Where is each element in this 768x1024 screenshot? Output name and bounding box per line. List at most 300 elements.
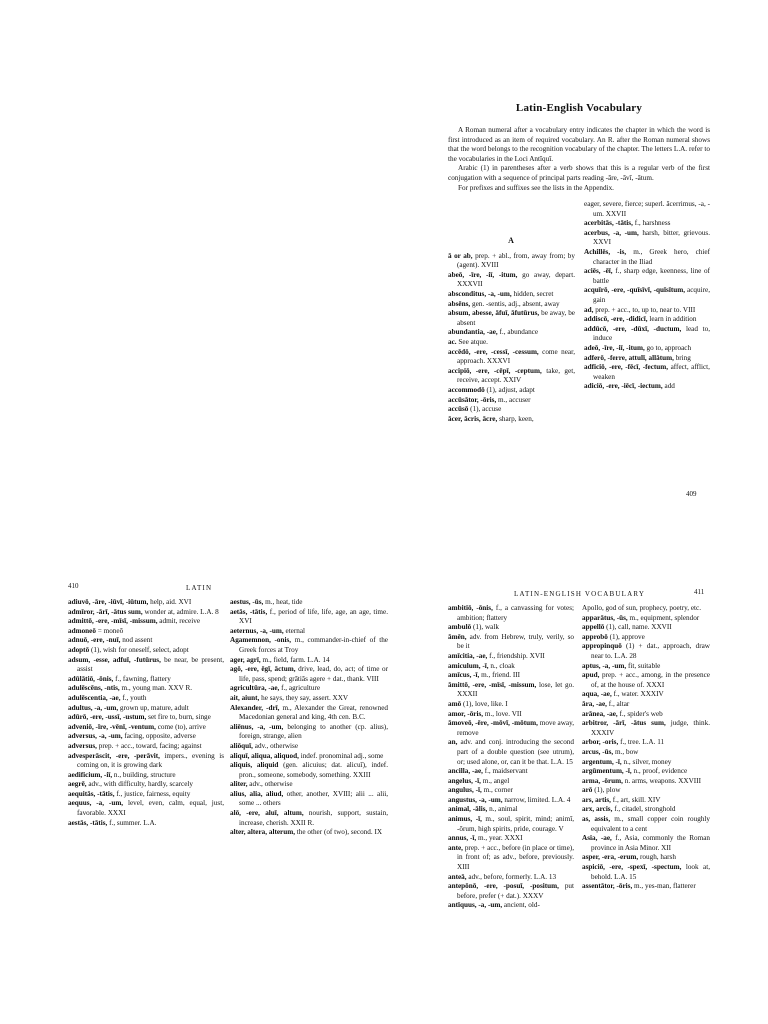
entries [68,598,224,828]
page-number: 411 [694,588,705,596]
headword: ambitiō, -ōnis, [448,604,493,612]
headword: absēns, [448,299,471,308]
vocab-entry [230,665,388,684]
vocab-entry [584,382,710,392]
headword: angustus, -a, -um, [448,795,503,804]
headword: aeternus, -a, -um, [230,626,284,635]
headword: animal, -ālis, [448,805,488,814]
definition: f., tree. L.A. 11 [618,738,665,747]
vocab-entry [582,748,710,758]
definition: adv., otherwise [247,780,293,789]
headword: adficiō, -ere, -fēcī, -fectum, [584,363,669,372]
headword: ait, aiunt, [230,693,260,702]
vocab-entry [230,828,388,838]
definition: eager, severe, fierce; superl. ācerrimus, -a, -um. XXVII [584,200,710,218]
definition: m., equipment, splendor [627,613,700,622]
entries [584,200,710,392]
definition: eternal [283,626,306,635]
headword: acerbitās, -tātis, [584,219,633,228]
headword: angulus, -ī, [448,786,482,795]
definition: narrow, limited. L.A. 4 [502,795,571,804]
vocab-entry [582,805,710,815]
headword: accipiō, -ere, -cēpī, -ceptum, [448,366,542,375]
definition: judge, think. XXXIV [591,719,710,737]
headword: amīcitia, -ae, [448,651,488,660]
vocab-entry [448,662,574,672]
vocab-entry [448,671,574,681]
definition: m., corner [481,786,513,795]
headword: argentum, -ī, [582,757,622,766]
vocab-entry [230,790,388,809]
definition: acquire, gain [593,286,710,304]
definition: m., angel [480,776,510,785]
vocab-entry [68,780,224,790]
definition: prep. + acc., toward, facing; against [96,741,202,750]
vocab-entry [230,694,388,704]
headword: adsum, -esse, adfuī, -futūrus, [68,655,161,664]
vocab-entry [582,777,710,787]
vocab-entry [448,738,574,767]
headword: admittō, -ere, -mīsī, -missum, [68,617,158,626]
vocab-entry [582,834,710,853]
vocab-entry [584,306,710,316]
page-number: 410 [68,582,79,590]
definition: m., commander-in-chief of the Greek forces at Troy [239,636,388,654]
definition: the other (of two), second. IX [295,828,383,837]
definition: (gen. alicuius; dat. alicuī), indef. pron., someone, somebody, something. XXIII [239,761,388,779]
vocab-entry [582,614,710,624]
entries [448,252,575,425]
definition: prep. + acc., before (in place or time), in front of; as adv., before, previously. XIII [457,843,574,872]
definition: f., justice, fairness, equity [114,789,191,798]
headword: addūcō, -ere, -dūxī, -ductum, [584,324,682,333]
headword: aptus, -a, -um, [582,661,627,670]
vocab-entry [68,713,224,723]
definition: n., silver, money [621,757,672,766]
headword: aliquis, aliquid [230,761,279,770]
headword: aciēs, -ēī, [584,267,613,276]
vocab-entry [582,690,710,700]
headword: absum, abesse, āfuī, āfutūrus, [448,309,540,318]
headword: antīquus, -a, -um, [448,901,503,910]
headword: aegrē, [68,780,87,789]
definition: learn in addition [647,315,697,324]
definition: help, aid. XVI [148,598,192,606]
running-head: LATIN [186,584,213,592]
definition: f., water. XXXIV [611,690,664,699]
definition: look at, behold. L.A. 15 [591,863,710,881]
headword: as, assis, [582,815,611,824]
vocab-entry [582,882,710,892]
vocab-entry [68,617,224,627]
definition: = moneō [95,626,124,635]
vocab-entry [230,598,388,608]
definition: adv. and conj. introducing the second part of a double question (see utrum), or; used alone, or, can it be that. L.A. 15 [457,738,574,766]
vocab-entry [584,219,710,229]
vocab-entry [448,777,574,787]
vocab-entry [448,348,575,367]
vocab-entry [448,328,575,338]
headword: aliquī, aliqua, aliquod, [230,751,299,760]
headword: argūmentum, -ī, [582,767,632,776]
definition: f., art, skill. XIV [610,795,661,804]
definition: f., summer. L.A. [107,818,157,827]
definition: m., heat, tide [263,598,303,606]
section-letter: A [508,236,515,245]
vocab-entry [68,723,224,733]
definition: prep. + acc., to, up to, near to. VIII [593,305,696,314]
headword: arbitror, -ārī, -ātus sum, [582,719,666,728]
definition: facing, opposite, adverse [122,732,196,741]
definition: be near, be present, assist [77,655,224,674]
definition: m., soul, spirit, mind; animī, -ōrum, high spirits, pride, courage. V [457,815,574,833]
definition: Apollo, god of sun, prophecy, poetry, etc. [582,604,702,612]
headword: ager, agrī, [230,655,261,664]
headword: amīcus, -ī, [448,671,480,680]
definition: move away, remove [457,719,574,737]
definition: come near, approach. XXXVI [457,347,575,366]
definition: f., citadel, stronghold [612,805,676,814]
vocab-entry [448,652,574,662]
headword: adveniō, -īre, -vēnī, -ventum, [68,722,156,731]
headword: aequitās, -tātis, [68,789,115,798]
vocab-entry [448,309,575,328]
entries [582,604,710,892]
headword: adūrō, -ere, -ussī, -ustum, [68,713,147,722]
headword: aspiciō, -ere, -spexī, -spectum, [582,863,682,872]
vocab-entry [582,796,710,806]
page-title: Latin-English Vocabulary [515,102,643,114]
definition: go away, depart. XXXVII [457,270,576,289]
vocab-entry [448,300,575,310]
vocab-entry [68,684,224,694]
headword: agō, -ere, ēgī, āctum, [230,665,296,674]
headword: admoneō [68,626,96,635]
headword: approbō [582,632,608,641]
headword: appropinquō [582,642,622,651]
headword: addiscō, -ere, -didicī, [584,315,648,324]
vocab-entry [68,819,224,829]
definition: nourish, support, sustain, increase, cherish. XXII R. [239,809,388,827]
definition: adv. from Hebrew, truly, verily, so be it [457,632,574,651]
vocab-entry [584,315,710,325]
definition: n., cloak [488,661,515,670]
headword: Agamemnon, -onis, [230,636,292,645]
headword: aqua, -ae, [582,690,612,699]
headword: arō [582,786,593,795]
definition: harsh, bitter, grievous. XXVI [593,228,711,247]
definition: m., friend. III [479,671,521,680]
headword: arānea, -ae, [582,709,618,718]
vocab-column-2 [230,598,388,1024]
headword: āmittō, -ere, -mīsī, -missum, [448,680,537,689]
vocab-entry [582,863,710,882]
definition: impers., evening is coming on, it is growing dark [77,751,224,770]
headword: absconditus, -a, -um, [448,289,512,298]
headword: apud, [582,671,600,680]
vocab-entry [584,325,710,344]
intro-paragraph: Arabic (1) in parentheses after a verb shows that this is a regular verb of the first conjugation with a sequence of principal parts reading -āre, -āvī, -ātum. [448,164,710,182]
headword: ad, [584,305,594,314]
definition: f., Asia, commonly the Roman province in Asia Minor. XII [591,834,710,852]
vocab-entry [68,752,224,771]
vocab-entry [582,853,710,863]
definition: drive, lead, do, act; of time or life, pass, spend; grātiās agere + dat., thank. VIII [239,665,388,683]
definition: ancient, old- [502,901,540,910]
headword: acerbus, -a, -um, [584,228,639,237]
vocab-entry [448,844,574,873]
vocab-entry [230,723,388,742]
vocab-entry [584,286,710,305]
headword: adulēscēns, -ntis, [68,684,120,693]
vocab-entry [230,684,388,694]
vocab-entry [448,252,575,271]
headword: adiuvō, -āre, -iūvī, -iūtum, [68,598,149,606]
headword: arx, arcis, [582,805,613,814]
headword: aedificium, -iī, [68,770,113,779]
definition: m., accuser [496,395,531,404]
vocab-entry [582,815,710,834]
headword: adeō, -īre, -iī, -itum, [584,343,645,352]
definition: f., altar [606,699,630,708]
vocab-entry [584,229,710,248]
vocab-entry [448,767,574,777]
vocab-entry [68,608,224,618]
headword: adversus, [68,741,97,750]
vocab-entry [582,671,710,690]
headword: ac. [448,337,457,346]
definition: (1), accuse [468,405,502,414]
vocab-entry [68,598,224,608]
headword: anteā, [448,872,467,881]
headword: admīror, -ārī, -ātus sum, [68,607,143,616]
vocab-entry [448,834,574,844]
vocab-entry [68,646,224,656]
definition: (1), call, name. XXVII [604,623,672,632]
vocab-entry [448,700,574,710]
vocab-entry [68,790,224,800]
vocab-entry [448,882,574,901]
definition: f., abundance [497,328,539,337]
definition: indef. pronominal adj., some [298,751,384,760]
headword: accūsātor, -ōris, [448,395,497,404]
definition: wonder at, admire. L.A. 8 [142,607,219,616]
definition: lose, let go. XXXII [457,680,574,699]
vocab-entry [68,742,224,752]
definition: m., Greek hero, chief character in the Iliad [593,247,710,266]
definition: f., period of life, life, age, an age, time. XVI [239,607,388,626]
vocab-entry [582,604,710,614]
definition: f., agriculture [279,684,321,693]
definition: set fire to, burn, singe [146,713,211,722]
definition: m., bow [613,747,639,756]
definition: m., year. XXXI [476,834,523,843]
vocab-entry [582,767,710,777]
definition: f., youth [120,693,147,702]
vocab-entry [230,608,388,627]
vocab-entry [582,710,710,720]
headword: aliēnus, -a, -um, [230,722,284,731]
headword: abundantia, -ae, [448,328,498,337]
page-number: 409 [686,490,697,498]
definition: m., small copper coin roughly equivalent to a cent [591,815,710,833]
headword: amō [448,699,462,708]
headword: an, [448,738,458,747]
definition: add [662,382,675,391]
vocab-entry [68,675,224,685]
headword: ars, artis, [582,795,611,804]
definition: f., maidservant [482,767,528,776]
vocab-entry [448,805,574,815]
definition: n. arms, weapons. XXVIII [622,776,701,785]
headword: assentātor, -ōris, [582,882,633,891]
vocab-entry [230,742,388,752]
headword: ācer, ācris, ācre, [448,414,498,423]
headword: alter, altera, alterum, [230,828,295,837]
vocab-entry [584,248,710,267]
entries [448,604,574,911]
vocab-column-left [448,234,575,424]
headword: annus, -ī, [448,834,477,843]
definition: prep. + acc., among, in the presence of, at the house of. XXXI [591,671,710,689]
definition: (1), wish for oneself, select, adopt [89,645,189,654]
vocab-entry [448,710,574,720]
headword: advesperāscit, -ere, -perāvit, [68,751,160,760]
definition: level, even, calm, equal, just, favorable. XXXI [77,799,224,818]
vocab-entry [230,627,388,637]
vocab-entry [582,623,710,633]
vocab-entry [448,786,574,796]
definition: gen. -sentis, adj., absent, away [470,299,560,308]
headword: alō, -ere, aluī, altum, [230,809,304,818]
vocab-entry [582,786,710,796]
definition: n., animal [487,805,518,814]
definition: other, another, XVIII; alii ... alii, some ... others [239,789,388,808]
vocab-entry [582,642,710,661]
vocab-entry [448,815,574,834]
definition: sharp, keen, [497,414,534,423]
definition: adv., otherwise [252,741,299,750]
headword: apparātus, -ūs, [582,613,628,622]
vocab-entry [448,633,574,652]
definition: f., friendship. XVII [487,651,545,660]
intro-paragraph: A Roman numeral after a vocabulary entry indicates the chapter in which the word is first introduced as an item of required vocabulary. An R. after the Roman numeral shows that the word belongs to the recognition vocabulary of the chapter. The letters L.A. refer to the vocabularies in the Loci Antīquī. [448,126,710,163]
headword: acquīrō, -ere, -quīsīvī, -quīsītum, [584,286,686,295]
definition: adv., with difficulty, hardly, scarcely [86,780,194,789]
headword: Asia, -ae, [582,834,612,843]
headword: Achillēs, -is, [584,247,627,256]
vocab-entry [448,796,574,806]
definition: rough, harsh [638,853,676,862]
vocab-column-1 [448,604,574,1024]
headword: ā or ab, [448,251,473,260]
vocab-entry [448,405,575,415]
vocab-entry [448,901,574,911]
headword: accommodō [448,385,485,394]
definition: be away, be absent [457,309,575,327]
vocab-entry [230,704,388,723]
vocab-entry [448,396,575,406]
definition: grown up, mature, adult [118,703,189,712]
headword: adūlātiō, -ōnis, [68,674,114,683]
headword: ancilla, -ae, [448,767,483,776]
definition: fit, suitable [626,661,661,670]
headword: appellō [582,623,605,632]
headword: aliōquī, [230,741,253,750]
definition: go to, approach [644,343,692,352]
definition: (1), approve [607,632,645,641]
headword: amiculum, -ī, [448,661,489,670]
headword: aequus, -a, -um, [68,799,124,808]
definition: take, get, receive, accept. XXIV [457,366,575,385]
vocab-entry [448,604,574,623]
definition: lead to, induce [593,324,711,343]
vocab-entry [582,633,710,643]
headword: adoptō [68,645,90,654]
headword: animus, -ī, [448,815,482,824]
definition: f., a canvassing for votes; ambition; flattery [457,604,574,622]
definition: prep. + abl., from, away from; by (agent). XVIII [457,251,575,270]
definition: hidden, secret [511,289,554,298]
definition: (1), adjust, adapt [484,385,535,394]
vocab-entry [68,636,224,646]
vocab-entry [68,694,224,704]
definition: m., young man. XXV R. [119,684,193,693]
vocab-entry [448,415,575,425]
vocab-entry [448,271,575,290]
headword: adversus, -a, -um, [68,732,123,741]
definition: f., fawning, flattery [113,674,171,683]
headword: asper, -era, -erum, [582,853,639,862]
vocab-entry [584,344,710,354]
definition: n., building, structure [112,770,176,779]
headword: arma, -ōrum, [582,776,623,785]
definition: f., spider's web [617,709,663,718]
headword: adulēscentia, -ae, [68,693,121,702]
entries [230,598,388,838]
definition: m., love. VII [483,709,522,718]
vocab-entry [230,780,388,790]
vocab-entry [68,627,224,637]
definition: f., harshness [632,219,671,228]
headword: accūsō [448,405,469,414]
vocab-entry [448,873,574,883]
headword: amor, -ōris, [448,709,484,718]
definition: belonging to another (cp. alius), foreign, strange, alien [239,722,388,741]
headword: āmoveō, -ēre, -mōvī, -mōtum, [448,719,538,728]
vocab-entry [582,719,710,738]
headword: alius, alia, aliud, [230,789,284,798]
definition: (1), plow [592,786,621,795]
headword: ambulō [448,623,472,632]
vocab-entry [448,386,575,396]
definition: come (to), arrive [155,722,206,731]
definition: See atque. [456,337,488,346]
definition: (1), walk [471,623,499,632]
definition: (1) + dat., approach, draw near to. L.A. 28 [591,642,710,660]
headword: accēdō, -ere, -cessī, -cessum, [448,347,539,356]
vocab-column-2 [582,604,710,1024]
vocab-entry [448,623,574,633]
headword: aetās, -tātis, [230,607,268,616]
headword: arcus, -ūs, [582,747,614,756]
vocab-entry [448,367,575,386]
vocab-entry [230,809,388,828]
definition: admit, receive [157,617,201,626]
headword: aliter, [230,780,248,789]
definition: put before, prefer (+ dat.). XXXV [457,882,574,900]
vocab-entry [448,719,574,738]
